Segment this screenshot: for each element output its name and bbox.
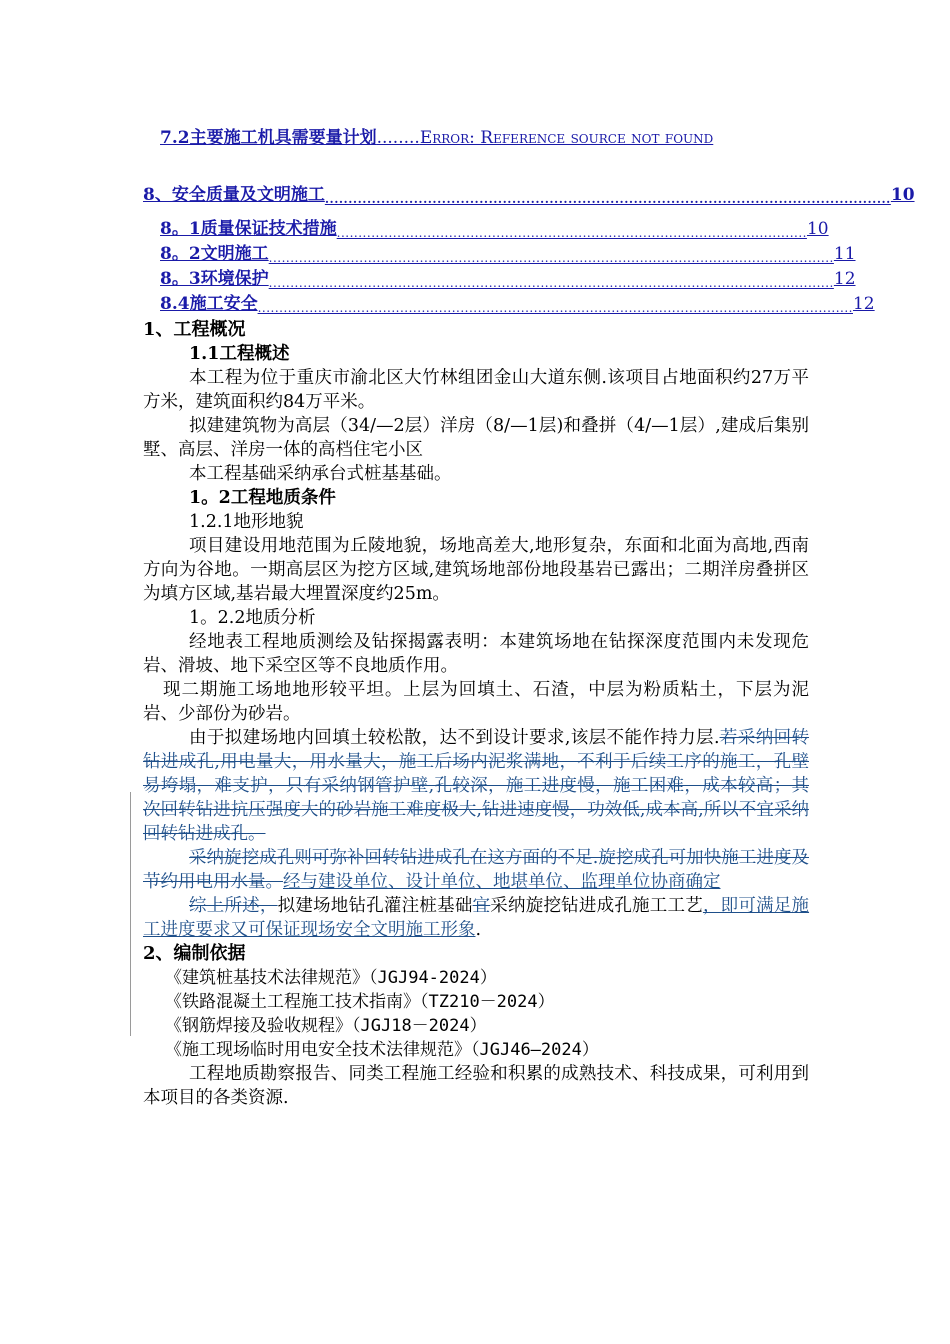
tracked-deletion: 采纳旋挖成孔则可弥补回转钻进成孔在这方面的不足.旋挖成孔可加快施工进度及节约用电用水量。 xyxy=(143,848,809,892)
toc-entry-8[interactable] xyxy=(143,183,915,208)
paragraph-text: . xyxy=(475,920,482,940)
toc-entry-dots: ................................................................................................................................... xyxy=(268,276,834,290)
toc-entry-8-3[interactable] xyxy=(160,267,856,292)
subsection-heading: 1。2工程地质条件 xyxy=(189,488,336,508)
toc-entry-8-2[interactable] xyxy=(160,242,856,267)
section-heading: 1、工程概况 xyxy=(143,319,246,340)
reference-title: 《建筑桩基技术法律规范》 xyxy=(165,968,369,988)
subsubsection-heading: 1。2.2地质分析 xyxy=(189,608,316,628)
subsubsection-heading: 1.2.1地形地貌 xyxy=(189,512,304,532)
toc-entry-dots: ................................................................................................................................... xyxy=(268,251,834,265)
toc-entry-dots: ............................................................................................................. xyxy=(336,226,807,240)
paragraph: 项目建设用地范围为丘陵地貌，场地高差大,地形复杂，东面和北面为高地,西南方向为谷地。一期高层区为挖方区域,建筑场地部份地段基岩已露出；二期洋房叠拼区为填方区域,基岩最大埋置深度约25m。 xyxy=(143,536,809,604)
reference-code: （JGJ46—2024） xyxy=(471,1040,599,1060)
reference-title: 《钢筋焊接及验收规程》 xyxy=(165,1016,352,1036)
toc-entry-label[interactable]: 8.4施工安全 xyxy=(160,294,258,314)
paragraph: 工程地质勘察报告、同类工程施工经验和积累的成熟技术、科技成果，可利用到本项目的各类资源. xyxy=(143,1064,809,1108)
reference-item xyxy=(143,966,809,990)
reference-title: 《施工现场临时用电安全技术法律规范》 xyxy=(165,1040,471,1060)
section-heading: 2、编制依据 xyxy=(143,943,246,964)
tracked-deletion: 若采纳回转钻进成孔,用电量大，用水量大，施工后场内泥浆满地，不利于后续工序的施工，孔壁易垮塌，难支护，只有采纳钢管护壁,孔较深，施工进度慢，施工困难，成本较高；其次回转钻进抗压强度大的砂岩施工难度极大,钻进速度慢，功效低,成本高,所以不宜采纳回转钻进成孔。 xyxy=(143,728,810,844)
toc-entry-8-1[interactable] xyxy=(160,217,829,242)
paragraph-text: 采纳旋挖钻进成孔施工工艺 xyxy=(490,896,703,916)
paragraph-with-revisions xyxy=(143,846,809,894)
tracked-insertion: ，即可满足施工进度要求又可保证现场安全文明施工形象 xyxy=(143,896,810,940)
toc-entry-label[interactable]: 8。2文明施工 xyxy=(160,244,269,264)
paragraph: 本工程为位于重庆市渝北区大竹林组团金山大道东侧.该项目占地面积约27万平方米，建筑面积约84万平米。 xyxy=(143,368,809,412)
toc-entry-label[interactable]: 8。1质量保证技术措施 xyxy=(160,219,337,239)
revision-change-bar xyxy=(130,792,131,1036)
toc-entry-7-2[interactable] xyxy=(160,126,806,151)
toc-entry-label[interactable]: 8、安全质量及文明施工 xyxy=(143,185,325,205)
toc-entry-dots: ......................................................................................................................... xyxy=(324,192,891,206)
toc-entry-label[interactable]: 8。3环境保护 xyxy=(160,269,269,289)
document-body xyxy=(143,318,809,1110)
reference-title: 《铁路混凝土工程施工技术指南》 xyxy=(165,992,420,1012)
paragraph: 现二期施工场地地形较平坦。上层为回填土、石渣，中层为粉质粘土，下层为泥岩、少部份为砂岩。 xyxy=(143,680,809,724)
toc-page-number: 10 xyxy=(806,219,829,239)
paragraph: 拟建建筑物为高层（34/—2层）洋房（8/—1层)和叠拼（4/—1层）,建成后集别墅、高层、洋房一体的高档住宅小区 xyxy=(143,416,809,460)
paragraph-with-revisions xyxy=(143,726,809,846)
reference-item xyxy=(143,990,809,1014)
toc-reference-error: Error: Reference source not found xyxy=(419,128,714,148)
tracked-deletion: 综上所述， xyxy=(189,896,278,916)
toc-entry-8-4[interactable] xyxy=(160,292,875,317)
paragraph: 经地表工程地质测绘及钻探揭露表明：本建筑场地在钻探深度范围内未发现危岩、滑坡、地下采空区等不良地质作用。 xyxy=(143,632,809,676)
subsection-heading: 1.1工程概述 xyxy=(189,344,290,364)
tracked-insertion: 经与建设单位、设计单位、地堪单位、监理单位协商确定 xyxy=(283,872,721,892)
toc-page-number: 12 xyxy=(852,294,875,314)
toc-entry-dots: ........ xyxy=(376,128,420,148)
toc-page-number: 10 xyxy=(890,185,915,205)
reference-item xyxy=(143,1014,809,1038)
tracked-deletion: 宜 xyxy=(472,896,491,916)
toc-entry-label[interactable]: 7.2主要施工机具需要量计划 xyxy=(160,128,377,148)
paragraph-text: 由于拟建场地内回填土较松散，达不到设计要求,该层不能作持力层. xyxy=(189,728,720,748)
reference-code: （TZ210－2024） xyxy=(420,992,555,1012)
reference-item xyxy=(143,1038,809,1062)
paragraph-text: 拟建场地钻孔灌注桩基础 xyxy=(277,896,473,916)
reference-code: （JGJ18－2024） xyxy=(352,1016,487,1036)
toc-page-number: 12 xyxy=(833,269,856,289)
toc-entry-dots: .......................................................................................................................................... xyxy=(257,301,853,315)
reference-code: （JGJ94-2024） xyxy=(369,968,497,988)
paragraph-with-revisions xyxy=(143,894,809,942)
paragraph: 本工程基础采纳承台式桩基基础。 xyxy=(189,464,452,484)
toc-page-number: 11 xyxy=(833,244,856,264)
